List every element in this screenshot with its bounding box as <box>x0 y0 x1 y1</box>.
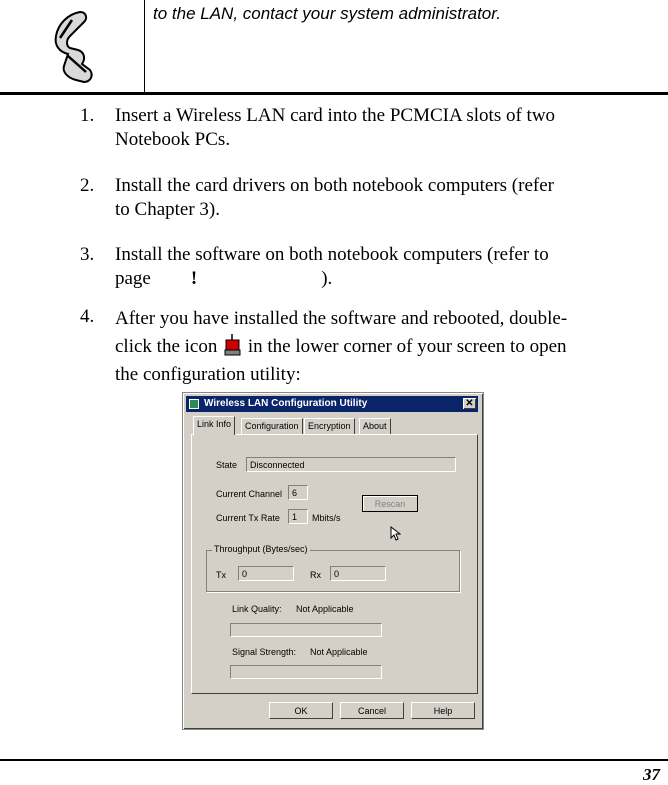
app-icon <box>189 399 199 409</box>
step-number: 3. <box>80 244 95 265</box>
step-text: Install the card drivers on both notebook computers (refer <box>115 175 554 196</box>
step-text: in the lower corner of your screen to open <box>247 336 567 357</box>
tx-field: 0 <box>238 566 294 581</box>
step-number: 2. <box>80 175 95 196</box>
step-text: After you have installed the software and rebooted, double- <box>115 308 568 329</box>
mouse-cursor-icon <box>390 526 401 541</box>
rx-label: Rx <box>310 570 321 580</box>
wlan-tray-icon <box>224 334 241 356</box>
channel-field: 6 <box>288 485 308 500</box>
step-text: the configuration utility: <box>115 364 301 385</box>
step-text: ). <box>321 268 333 289</box>
step-number: 1. <box>80 105 95 126</box>
step-text: to Chapter 3). <box>115 199 221 220</box>
channel-label: Current Channel <box>216 489 283 499</box>
footer-rule <box>0 759 668 761</box>
note-box <box>0 0 668 95</box>
dialog-title: Wireless LAN Configuration Utility <box>204 398 368 409</box>
ok-button[interactable]: OK <box>269 702 333 719</box>
pointing-hand-icon <box>50 8 98 84</box>
tx-label: Tx <box>216 570 226 580</box>
state-label: State <box>216 460 238 470</box>
link-quality-value: Not Applicable <box>296 604 354 614</box>
throughput-title: Throughput (Bytes/sec) <box>214 544 308 554</box>
dialog-titlebar <box>186 396 478 412</box>
note-divider <box>0 92 668 95</box>
rx-field: 0 <box>330 566 386 581</box>
tab-link-info[interactable]: Link Info <box>193 416 235 435</box>
step-text: Notebook PCs. <box>115 129 231 150</box>
help-button[interactable]: Help <box>411 702 475 719</box>
cancel-button[interactable]: Cancel <box>340 702 404 719</box>
tx-rate-label: Current Tx Rate <box>216 513 280 523</box>
step-text: ! <box>190 268 198 289</box>
tab-encryption[interactable]: Encryption <box>304 418 355 434</box>
page-number: 37 <box>643 765 660 784</box>
tx-rate-field: 1 <box>288 509 308 524</box>
step-text: Insert a Wireless LAN card into the PCMCIA slots of two <box>115 105 556 126</box>
link-quality-label: Link Quality: <box>232 604 282 614</box>
link-quality-bar <box>230 623 382 637</box>
config-utility-dialog <box>182 392 484 730</box>
step-text: Install the software on both notebook computers (refer to <box>115 244 549 265</box>
tx-rate-unit: Mbits/s <box>312 513 341 523</box>
close-icon[interactable]: ✕ <box>463 398 476 409</box>
signal-strength-bar <box>230 665 382 679</box>
state-field: Disconnected <box>246 457 456 472</box>
link-info-panel <box>191 434 478 694</box>
tab-about[interactable]: About <box>359 418 391 434</box>
tab-configuration[interactable]: Configuration <box>241 418 303 434</box>
signal-strength-value: Not Applicable <box>310 647 368 657</box>
step-text: page <box>115 268 151 289</box>
note-icon-cell <box>0 0 145 92</box>
note-text: to the LAN, contact your system administrator. <box>153 4 502 23</box>
rescan-button[interactable]: Rescan <box>362 495 418 512</box>
step-number: 4. <box>80 306 95 327</box>
step-text: click the icon <box>115 336 218 357</box>
signal-strength-label: Signal Strength: <box>232 647 297 657</box>
